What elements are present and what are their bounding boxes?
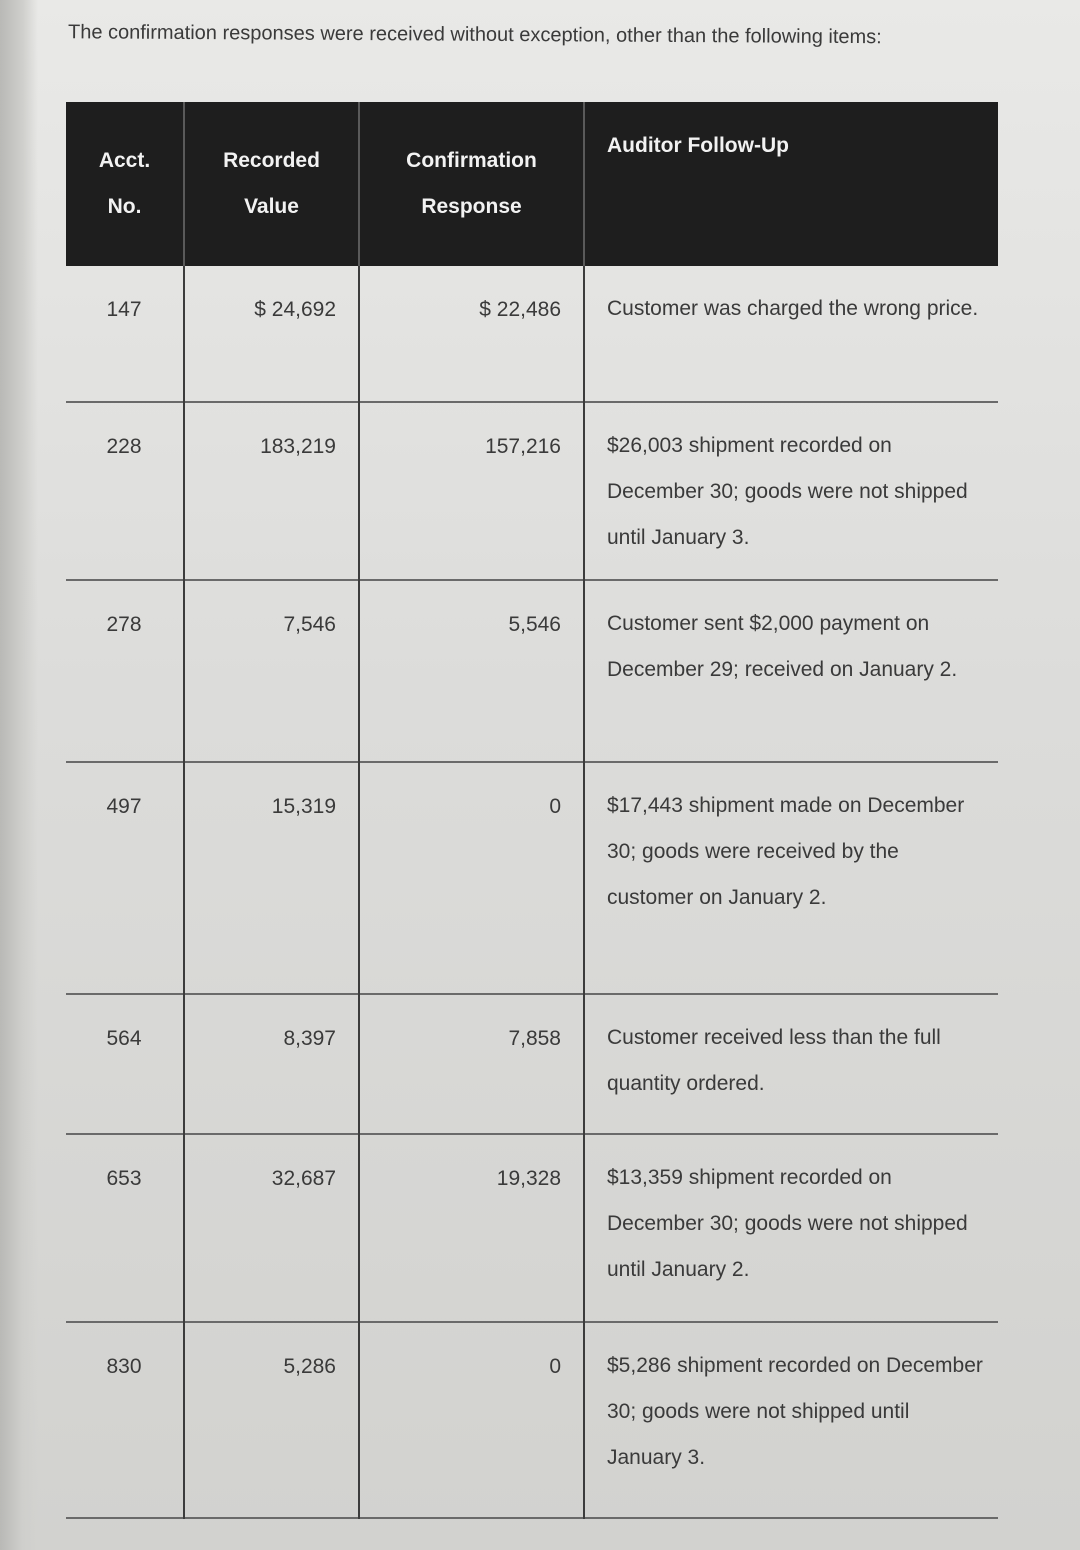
header-recorded-line1: Recorded [223, 149, 320, 172]
follow-up-cell: $17,443 shipment made on December 30; goods were received by the customer on January 2. [607, 794, 965, 909]
table-row [66, 762, 998, 994]
table-row [66, 580, 998, 762]
recorded-value-cell: 15,319 [184, 762, 359, 994]
recorded-value-cell: 5,286 [184, 1322, 359, 1518]
header-row [66, 102, 998, 266]
header-acct-no [66, 102, 184, 266]
intro-text: The confirmation responses were received without exception, other than the following items: [67, 21, 882, 49]
follow-up-cell: Customer was charged the wrong price. [607, 297, 979, 320]
recorded-value-cell: 183,219 [184, 402, 359, 580]
acct-no-cell: 147 [66, 266, 184, 402]
table-row [66, 1322, 998, 1518]
confirmation-response-cell: 19,328 [359, 1134, 584, 1322]
table-row [66, 266, 998, 402]
header-recorded-value [184, 102, 359, 266]
confirmation-table [66, 102, 998, 1519]
confirmation-response-cell: 0 [359, 762, 584, 994]
table-row [66, 994, 998, 1134]
acct-no-cell: 830 [66, 1322, 184, 1518]
confirmation-response-cell: 7,858 [359, 994, 584, 1134]
header-acct-line2: No. [107, 195, 142, 218]
recorded-value-cell: 7,546 [184, 580, 359, 762]
header-confirmation-line1: Confirmation [406, 149, 537, 172]
confirmation-table-container [66, 102, 998, 1519]
header-acct-line1: Acct. [98, 149, 151, 172]
confirmation-response-cell: $ 22,486 [359, 266, 584, 402]
recorded-value-cell: $ 24,692 [184, 266, 359, 402]
header-recorded-line2: Value [244, 195, 299, 218]
acct-no-cell: 653 [66, 1134, 184, 1322]
header-confirmation-line2: Response [421, 195, 522, 218]
follow-up-cell: $13,359 shipment recorded on December 30; goods were not shipped until January 2. [607, 1166, 968, 1281]
header-follow-up-text: Auditor Follow-Up [607, 134, 789, 157]
table-header [66, 102, 998, 266]
acct-no-cell: 497 [66, 762, 184, 994]
acct-no-cell: 564 [66, 994, 184, 1134]
follow-up-cell: $5,286 shipment recorded on December 30; goods were not shipped until January 3. [607, 1354, 983, 1469]
follow-up-cell: Customer sent $2,000 payment on December 29; received on January 2. [607, 612, 958, 681]
confirmation-response-cell: 0 [359, 1322, 584, 1518]
recorded-value-cell: 32,687 [184, 1134, 359, 1322]
table-row [66, 402, 998, 580]
header-confirmation-response [359, 102, 584, 266]
follow-up-cell: Customer received less than the full quantity ordered. [607, 1026, 941, 1095]
acct-no-cell: 228 [66, 402, 184, 580]
table-body [66, 266, 998, 1518]
acct-no-cell: 278 [66, 580, 184, 762]
follow-up-cell: $26,003 shipment recorded on December 30; goods were not shipped until January 3. [607, 434, 968, 549]
confirmation-response-cell: 5,546 [359, 580, 584, 762]
table-row [66, 1134, 998, 1322]
recorded-value-cell: 8,397 [184, 994, 359, 1134]
confirmation-response-cell: 157,216 [359, 402, 584, 580]
header-auditor-follow-up [584, 102, 998, 266]
page-edge-shadow [0, 0, 38, 1550]
